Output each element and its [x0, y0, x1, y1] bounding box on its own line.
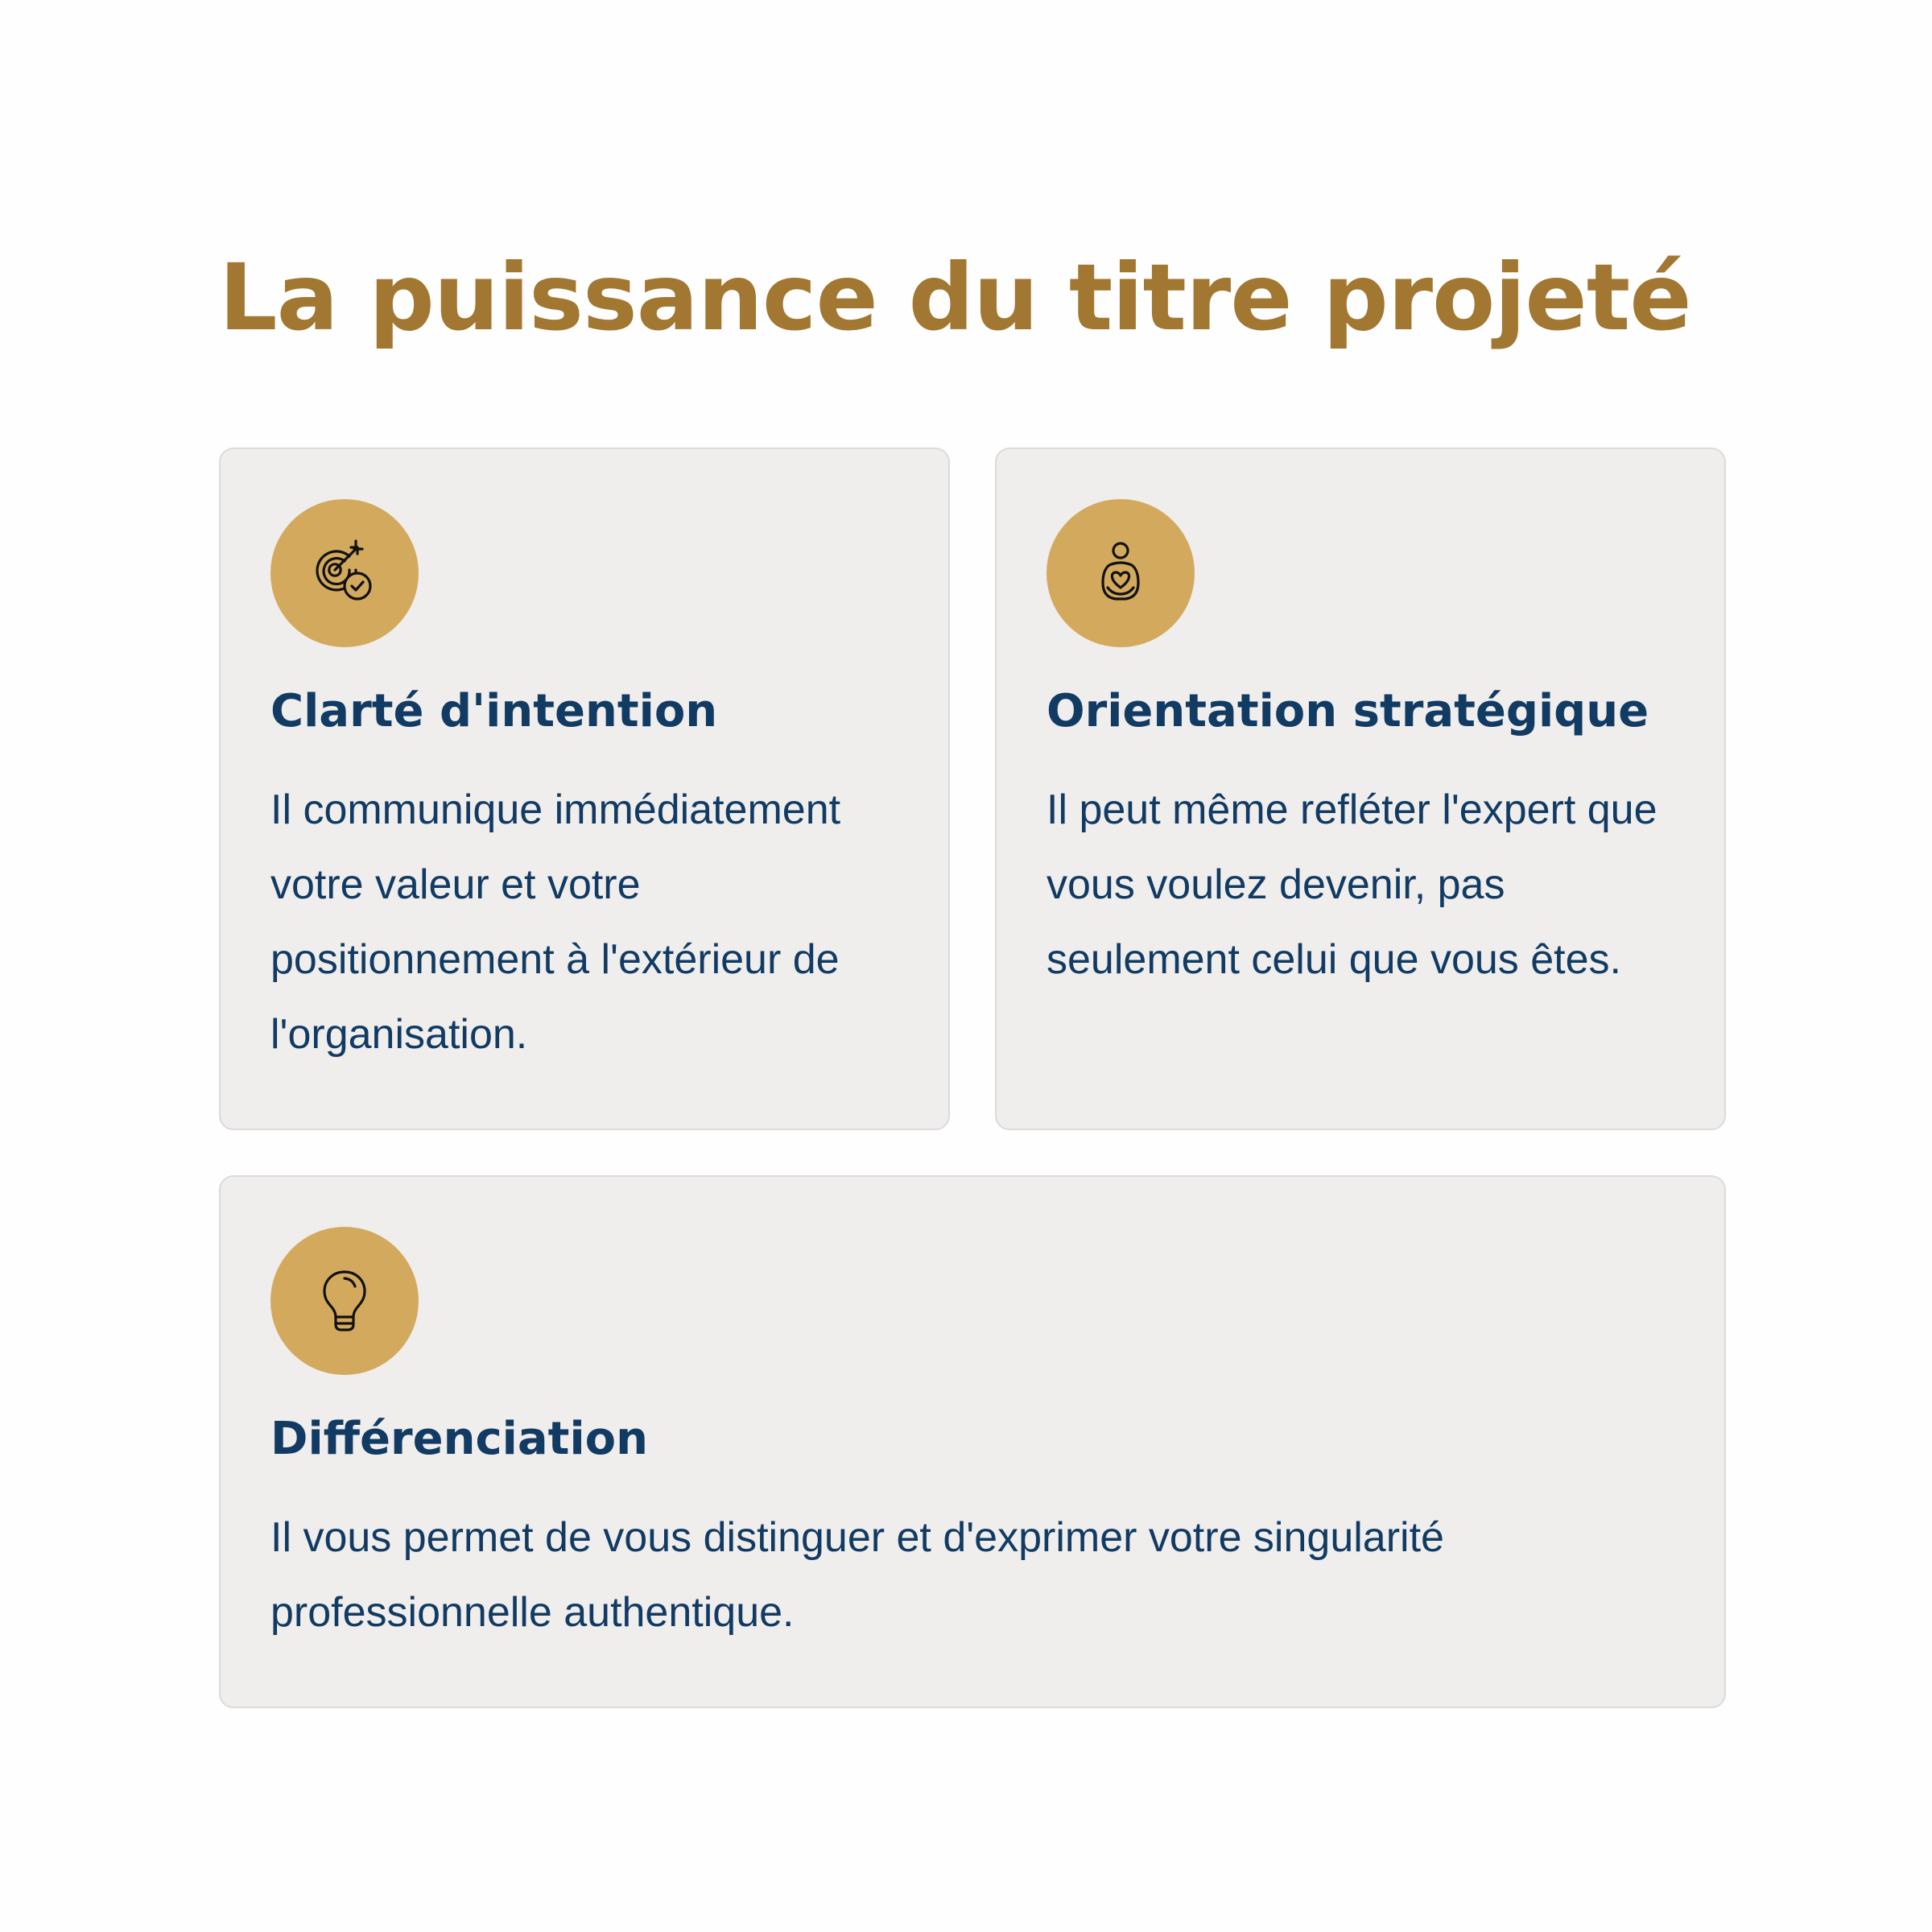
- card-title: Orientation stratégique: [1046, 685, 1649, 737]
- lightbulb-icon: [270, 1227, 419, 1375]
- card-orientation-strategique: [995, 448, 1726, 1130]
- person-heart-icon: [1046, 499, 1195, 647]
- card-text: Il vous permet de vous distinguer et d'exprimer votre singularité professionnelle authentique.: [270, 1514, 1444, 1636]
- page-title: La puissance du titre projeté: [219, 244, 1691, 351]
- card-title: Différenciation: [270, 1413, 648, 1465]
- card-differenciation: [219, 1175, 1726, 1708]
- card-title: Clarté d'intention: [270, 685, 718, 737]
- target-check-icon: [270, 499, 419, 647]
- card-clarte-intention: [219, 448, 950, 1130]
- card-text: Il communique immédiatement votre valeur et votre positionnement à l'extérieur de l'organisation.: [270, 786, 841, 1058]
- card-text: Il peut même refléter l'expert que vous voulez devenir, pas seulement celui que vous êtes.: [1046, 786, 1657, 983]
